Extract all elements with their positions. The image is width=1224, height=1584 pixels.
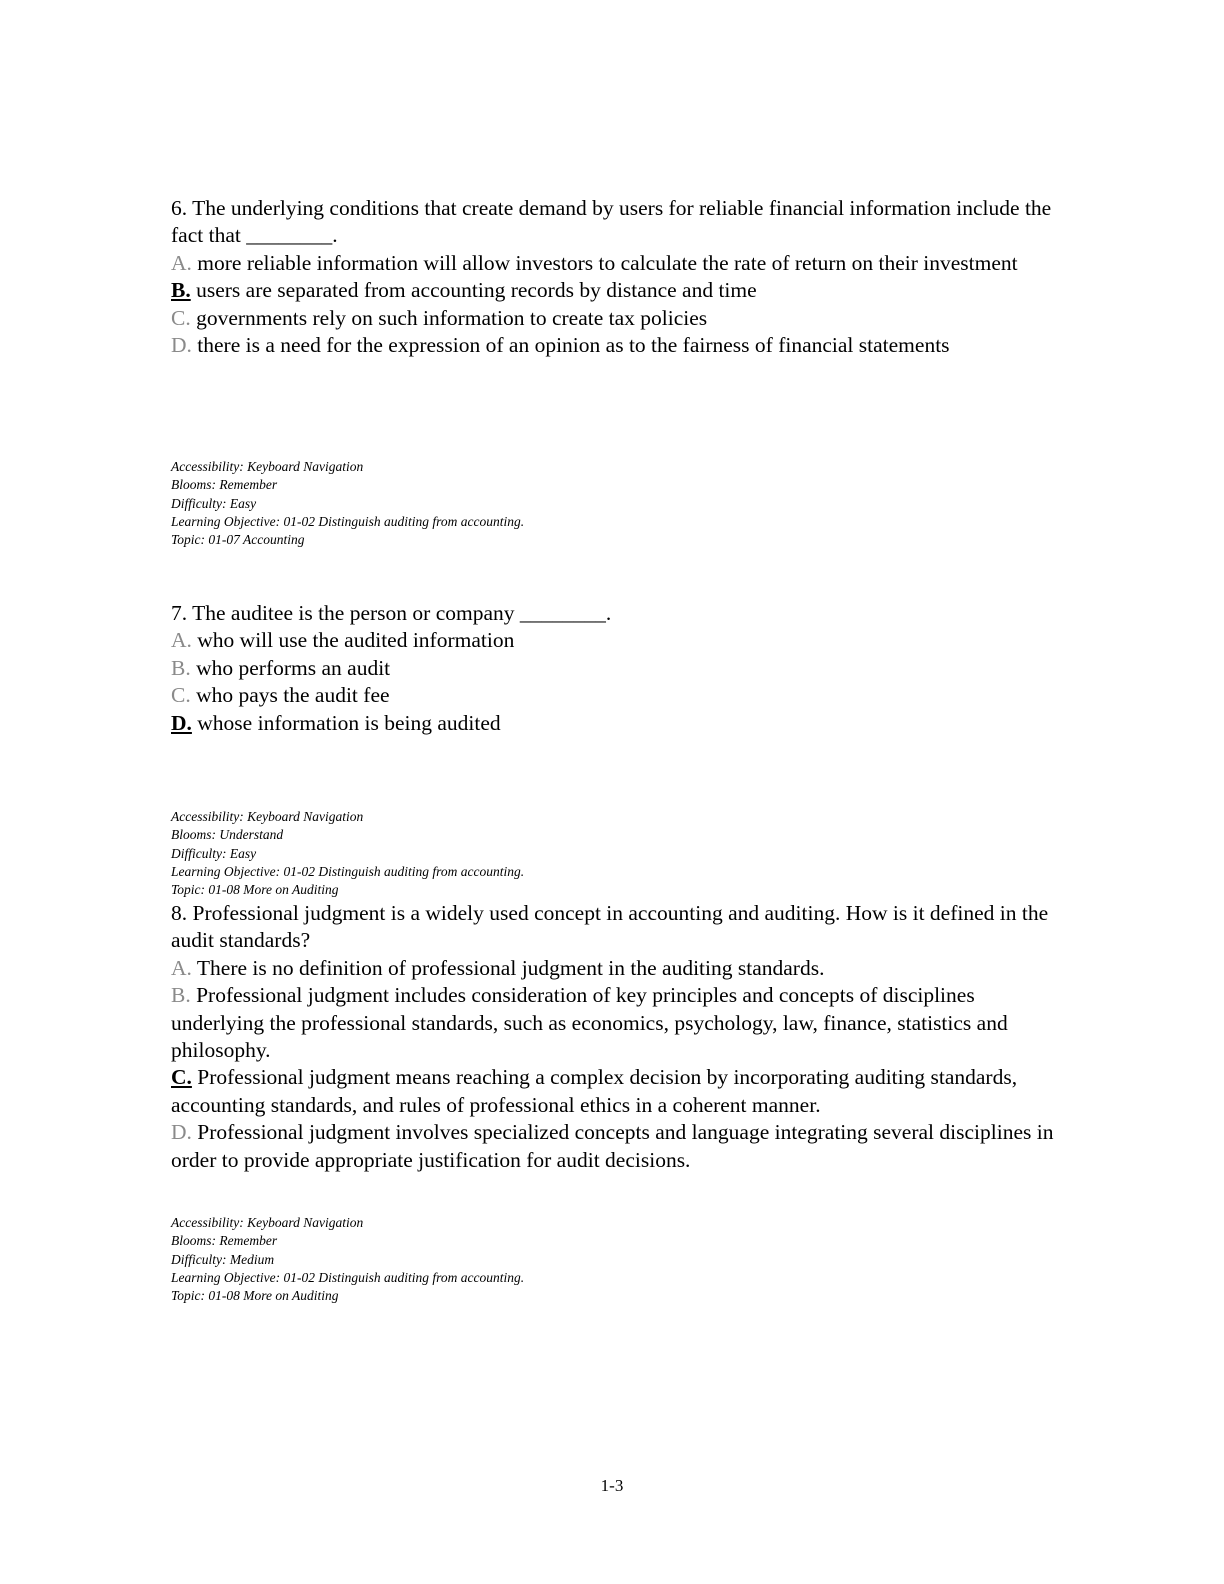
question-stem: 7. The auditee is the person or company ________. (171, 601, 612, 625)
option-text: who performs an audit (190, 655, 391, 680)
correct-option-letter: D. (171, 710, 192, 735)
answer-option-b (171, 655, 1071, 682)
option-letter: B. (171, 983, 191, 1008)
answer-option-a (171, 250, 1071, 277)
blooms-tag: Blooms: Understand (171, 827, 284, 843)
difficulty-tag: Difficulty: Easy (171, 845, 257, 861)
answer-option-b (171, 277, 1071, 304)
correct-option-letter: B. (171, 278, 191, 303)
difficulty-tag: Difficulty: Easy (171, 495, 257, 511)
option-text: users are separated from accounting records by distance and time (190, 278, 757, 303)
option-letter: C. (171, 305, 191, 330)
answer-option-a (171, 955, 1071, 982)
option-text: whose information is being audited (191, 710, 501, 735)
option-letter: D. (171, 1120, 192, 1145)
option-text: more reliable information will allow investors to calculate the rate of return on their investment (191, 250, 1018, 275)
correct-option-letter: C. (171, 1065, 192, 1090)
option-letter: A. (171, 955, 192, 980)
answer-option-a (171, 627, 1071, 654)
option-text: who will use the audited information (191, 628, 515, 653)
question-7-metadata (171, 808, 871, 899)
answer-option-d (171, 710, 1071, 737)
learning-objective-tag: Learning Objective: 01-02 Distinguish auditing from accounting. (171, 1269, 525, 1285)
topic-tag: Topic: 01-08 More on Auditing (171, 882, 339, 898)
option-text: Professional judgment includes consideration of key principles and concepts of disciplines underlying the professional standards, such as economics, psychology, law, finance, statistics and philosophy. (171, 983, 1008, 1063)
accessibility-tag: Accessibility: Keyboard Navigation (171, 459, 364, 474)
option-letter: D. (171, 333, 192, 358)
question-stem: 6. The underlying conditions that create demand by users for reliable financial information include the fact that ________. (171, 196, 1052, 248)
learning-objective-tag: Learning Objective: 01-02 Distinguish auditing from accounting. (171, 863, 525, 879)
question-6 (171, 195, 1071, 359)
option-letter: B. (171, 655, 191, 680)
option-text: Professional judgment involves specialized concepts and language integrating several disciplines in order to provide appropriate justification for audit decisions. (171, 1120, 1054, 1172)
option-text: Professional judgment means reaching a complex decision by incorporating auditing standards, accounting standards, and rules of professional ethics in a coherent manner. (171, 1065, 1018, 1117)
option-letter: A. (171, 628, 192, 653)
option-letter: C. (171, 683, 191, 708)
option-text: There is no definition of professional judgment in the auditing standards. (191, 955, 825, 980)
answer-option-d (171, 1119, 1071, 1174)
question-8 (171, 900, 1071, 1174)
answer-option-b (171, 982, 1071, 1064)
option-letter: A. (171, 250, 192, 275)
question-8-metadata (171, 1214, 871, 1305)
blooms-tag: Blooms: Remember (171, 1233, 278, 1249)
blooms-tag: Blooms: Remember (171, 477, 278, 493)
question-stem: 8. Professional judgment is a widely used concept in accounting and auditing. How is it defined in the audit standards? (171, 901, 1049, 953)
accessibility-tag: Accessibility: Keyboard Navigation (171, 809, 364, 824)
topic-tag: Topic: 01-07 Accounting (171, 532, 305, 548)
option-text: there is a need for the expression of an opinion as to the fairness of financial statements (191, 333, 950, 358)
option-text: governments rely on such information to create tax policies (190, 305, 708, 330)
answer-option-c (171, 305, 1071, 332)
answer-option-c (171, 682, 1071, 709)
page-number: 1-3 (600, 1476, 624, 1495)
topic-tag: Topic: 01-08 More on Auditing (171, 1288, 339, 1304)
question-6-metadata (171, 458, 871, 549)
question-7 (171, 600, 1071, 737)
accessibility-tag: Accessibility: Keyboard Navigation (171, 1215, 364, 1230)
difficulty-tag: Difficulty: Medium (171, 1251, 275, 1267)
learning-objective-tag: Learning Objective: 01-02 Distinguish auditing from accounting. (171, 513, 525, 529)
answer-option-c (171, 1064, 1071, 1119)
option-text: who pays the audit fee (190, 683, 390, 708)
answer-option-d (171, 332, 1071, 359)
